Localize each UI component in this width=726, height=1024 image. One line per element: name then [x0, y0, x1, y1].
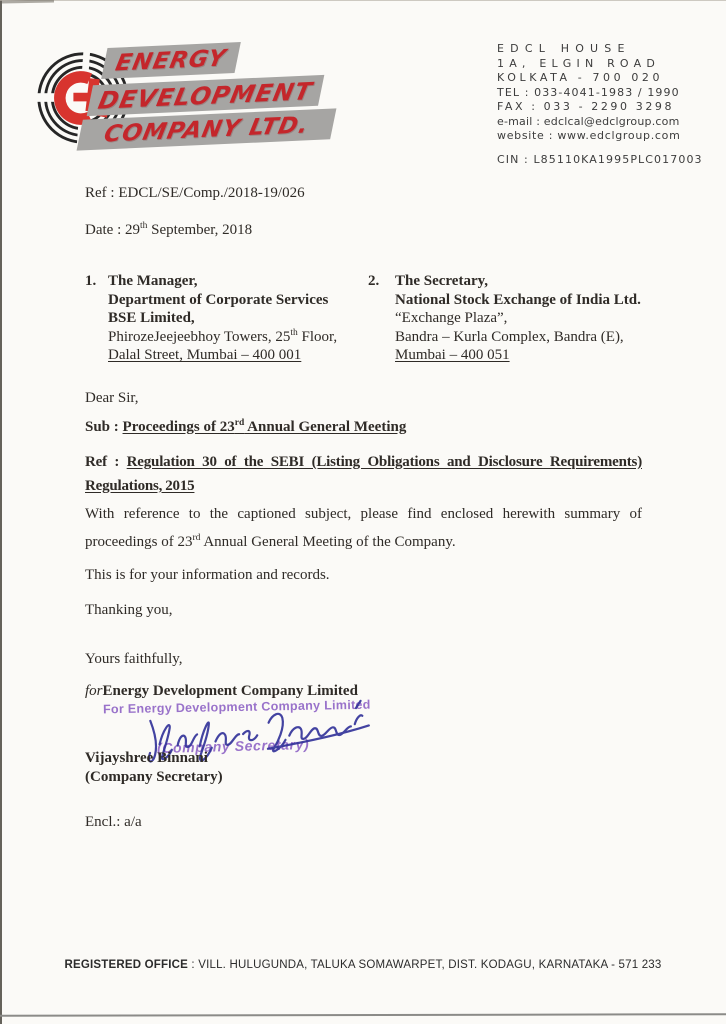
email-line: e-mail : edclcal@edclgroup.com [497, 114, 680, 128]
letter-body [85, 184, 642, 831]
recipient-line: BSE Limited, [108, 310, 195, 326]
floor-ordinal: th [290, 327, 298, 338]
recipient-line-text: PhirozeJeejeebhoy Towers, 25 [108, 328, 291, 345]
logo-text-energy: ENERGY [113, 45, 229, 76]
recipient-line: The Manager, [108, 273, 198, 289]
recipient-line: Dalal Street, Mumbai – 400 001 [108, 347, 302, 363]
company-stamp-line2: (Company Secretary) [156, 735, 310, 756]
closing-line: Yours faithfully, [85, 650, 183, 667]
logo-text-development: DEVELOPMENT [95, 76, 316, 115]
scan-edge-left [0, 0, 2, 1024]
subject-ordinal: rd [234, 417, 245, 428]
subject-line [85, 418, 642, 436]
scan-edge-bottom [0, 1013, 726, 1017]
date-text: September, 2018 [147, 222, 253, 238]
regulation-text: Regulation 30 of the SEBI (Listing Obligations and Disclosure Requirements) Regulations, 2015 [85, 453, 642, 494]
logo-bar-energy [101, 42, 241, 79]
recipient-line: National Stock Exchange of India Ltd. [395, 291, 641, 308]
regulation-reference [85, 450, 642, 498]
salutation: Dear Sir, [85, 389, 139, 406]
letter-date [85, 221, 642, 239]
scan-edge-top [0, 0, 726, 1]
footer-text: : VILL. HULUGUNDA, TALUKA SOMAWARPET, DIST. KODAGU, KARNATAKA - 571 233 [188, 959, 662, 971]
letterhead-address [497, 42, 712, 167]
fax-line: FAX : 033 - 2290 3298 [497, 100, 675, 113]
recipient-address [395, 272, 641, 365]
footer-label: REGISTERED OFFICE [64, 959, 189, 971]
reference-number: Ref : EDCL/SE/Comp./2018-19/026 [85, 185, 305, 201]
recipient-nse [368, 272, 641, 365]
recipient-line: The Secretary, [395, 273, 489, 289]
phone-line: TEL : 033-4041-1983 / 1990 [497, 85, 680, 99]
registered-office-footer [0, 959, 726, 971]
recipient-address [108, 272, 337, 365]
subject-label: Sub : [85, 418, 123, 435]
website-line: website : www.edclgroup.com [497, 129, 681, 142]
recipient-number: 2. [368, 273, 380, 289]
recipient-line: “Exchange Plaza”, [395, 310, 508, 326]
signature-area [85, 697, 642, 756]
recipients-section [85, 272, 642, 365]
subject-text [123, 419, 407, 435]
address-line: EDCL HOUSE [497, 42, 631, 55]
paragraph-text: With reference to the captioned subject, please find enclosed herewith summary of proceedings of 23 [85, 505, 642, 550]
company-logo [35, 38, 345, 153]
date-text: Date : 29 [85, 222, 140, 238]
scan-smudge [2, 0, 54, 4]
subject-text-part: Proceedings of 23 [122, 418, 235, 435]
company-stamp-line1: For Energy Development Company Limited [102, 697, 371, 716]
recipient-bse [85, 272, 368, 365]
recipient-line: Mumbai – 400 051 [395, 347, 510, 363]
cin-line: CIN : L85110KA1995PLC017003 [497, 152, 703, 166]
body-paragraph-3: Thanking you, [85, 601, 173, 618]
paragraph-text: Annual General Meeting of the Company. [200, 533, 456, 550]
recipient-line: Department of Corporate Services [108, 291, 329, 308]
enclosure-note: Encl.: a/a [85, 813, 142, 830]
regulation-label: Ref : [85, 453, 127, 470]
company-name-bold: Energy Development Company Limited [102, 682, 358, 699]
address-line: 1A, ELGIN ROAD [497, 56, 660, 70]
recipient-line-text: Floor, [297, 328, 338, 345]
logo-text-company-ltd: COMPANY LTD. [101, 111, 312, 148]
signatory-title: (Company Secretary) [85, 768, 223, 785]
signatory-name: Vijayshree Binnani [85, 749, 208, 766]
recipient-line: Bandra – Kurla Complex, Bandra (E), [395, 328, 624, 345]
address-line: KOLKATA - 700 020 [497, 71, 664, 84]
agm-ordinal: rd [192, 532, 201, 543]
recipient-number: 1. [85, 273, 97, 289]
for-word: for [85, 682, 103, 699]
recipient-line [108, 328, 337, 347]
subject-text-part: Annual General Meeting [244, 418, 407, 435]
body-paragraph-2: This is for your information and records. [85, 566, 330, 583]
body-paragraph-1 [85, 500, 642, 556]
date-ordinal: th [139, 221, 148, 231]
